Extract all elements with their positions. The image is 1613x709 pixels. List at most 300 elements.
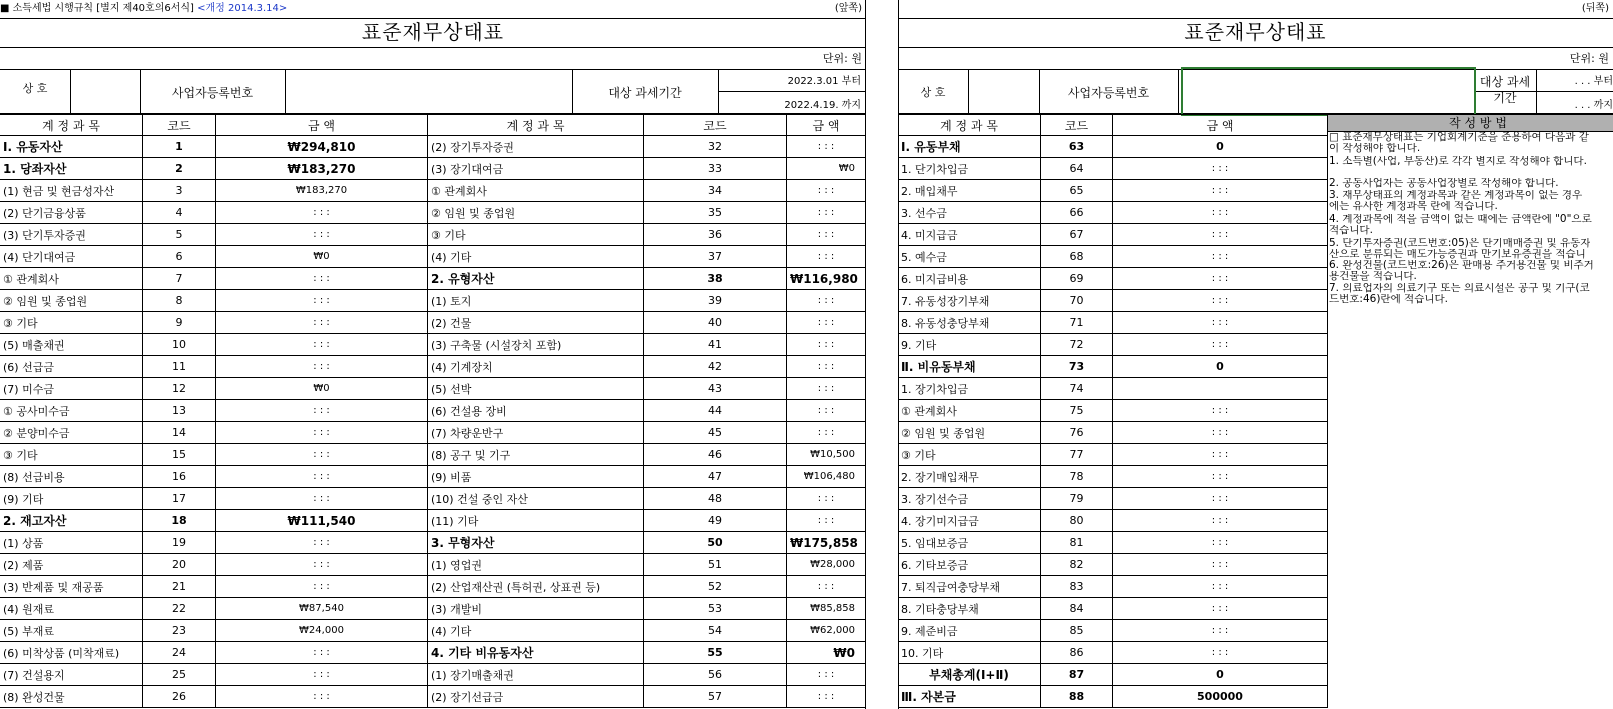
account-name: (8) 완성건물 — [0, 686, 143, 708]
table-row — [0, 488, 866, 510]
table-row — [0, 246, 866, 268]
amount[interactable]: : : : — [1113, 598, 1328, 620]
amount[interactable]: : : : — [1113, 334, 1328, 356]
account-name: (3) 반제품 및 재공품 — [0, 576, 143, 598]
amount[interactable]: : : : — [1113, 202, 1328, 224]
account-name: (1) 영업권 — [428, 554, 644, 576]
account-name: ③ 기타 — [898, 444, 1041, 466]
account-code: 83 — [1041, 576, 1113, 598]
account-code: 76 — [1041, 422, 1113, 444]
account-name: ③ 기타 — [0, 312, 143, 334]
table-row — [898, 510, 1328, 532]
account-name: 4. 장기미지급금 — [898, 510, 1041, 532]
amount[interactable]: : : : — [216, 664, 428, 686]
amount[interactable]: ₩10,500 — [787, 444, 866, 466]
account-code: 79 — [1041, 488, 1113, 510]
amount[interactable]: ₩294,810 — [216, 136, 428, 158]
method-line: 1. 소득별(사업, 부동산)로 각각 별지로 작성해야 합니다. — [1329, 156, 1587, 167]
amount[interactable]: : : : — [216, 334, 428, 356]
amount[interactable]: : : : — [216, 290, 428, 312]
table-row — [898, 642, 1328, 664]
account-code: 64 — [1041, 158, 1113, 180]
account-code: 55 — [644, 642, 787, 664]
account-code: 75 — [1041, 400, 1113, 422]
account-code: 67 — [1041, 224, 1113, 246]
account-name: (6) 미착상품 (미착재료) — [0, 642, 143, 664]
account-code: 41 — [644, 334, 787, 356]
account-name: ② 임원 및 종업원 — [898, 422, 1041, 444]
account-code: 71 — [1041, 312, 1113, 334]
amount[interactable]: : : : — [1113, 158, 1328, 180]
account-code: 57 — [644, 686, 787, 708]
account-name: ② 임원 및 종업원 — [428, 202, 644, 224]
page-title: 표준재무상태표 — [898, 18, 1613, 48]
table-row — [898, 334, 1328, 356]
account-name: 6. 기타보증금 — [898, 554, 1041, 576]
table-row — [898, 356, 1328, 378]
account-code: 81 — [1041, 532, 1113, 554]
account-code: 39 — [644, 290, 787, 312]
account-code: 35 — [644, 202, 787, 224]
amount[interactable]: : : : — [787, 224, 866, 246]
account-code: 85 — [1041, 620, 1113, 642]
amount[interactable]: : : : — [1113, 224, 1328, 246]
table-row — [0, 290, 866, 312]
table-row — [898, 158, 1328, 180]
table-row — [898, 268, 1328, 290]
table-row — [0, 576, 866, 598]
amount[interactable]: 0 — [1113, 664, 1328, 686]
account-code: 2 — [143, 158, 216, 180]
account-name: (8) 선급비용 — [0, 466, 143, 488]
amount[interactable]: : : : — [216, 400, 428, 422]
table-row — [0, 268, 866, 290]
amount[interactable]: : : : — [216, 576, 428, 598]
amount[interactable]: ₩116,980 — [787, 268, 866, 290]
table-row — [0, 466, 866, 488]
account-code: 46 — [644, 444, 787, 466]
account-name: (1) 현금 및 현금성자산 — [0, 180, 143, 202]
account-name: 2. 매입채무 — [898, 180, 1041, 202]
table-row — [898, 686, 1328, 708]
amount[interactable]: : : : — [787, 356, 866, 378]
account-name: 부채총계(Ⅰ+Ⅱ) — [898, 664, 1041, 686]
amount[interactable]: : : : — [1113, 246, 1328, 268]
account-code: 65 — [1041, 180, 1113, 202]
column-header: 금 액 — [1113, 115, 1328, 136]
account-name: (1) 토지 — [428, 290, 644, 312]
amount[interactable]: : : : — [1113, 620, 1328, 642]
column-header: 코드 — [1041, 115, 1113, 136]
account-code: 49 — [644, 510, 787, 532]
account-name: 5. 임대보증금 — [898, 532, 1041, 554]
unit-label: 단위: 원 — [822, 52, 862, 65]
method-line: 7. 의료업자의 의료기구 또는 의료시설은 공구 및 기구(코 — [1329, 283, 1590, 294]
amount[interactable]: : : : — [216, 422, 428, 444]
amount[interactable]: : : : — [787, 312, 866, 334]
account-name: (5) 부재료 — [0, 620, 143, 642]
account-name: ③ 기타 — [0, 444, 143, 466]
account-name: 1. 장기차입금 — [898, 378, 1041, 400]
table-row — [898, 290, 1328, 312]
account-code: 26 — [143, 686, 216, 708]
period-from: . . . 부터 — [1574, 76, 1613, 87]
amount[interactable]: : : : — [216, 642, 428, 664]
table-row — [0, 554, 866, 576]
account-code: 87 — [1041, 664, 1113, 686]
account-code: 11 — [143, 356, 216, 378]
company-name-label: 상 호 — [22, 82, 48, 95]
account-name: (7) 건설용지 — [0, 664, 143, 686]
account-code: 7 — [143, 268, 216, 290]
account-code: 84 — [1041, 598, 1113, 620]
account-code: 33 — [644, 158, 787, 180]
account-code: 24 — [143, 642, 216, 664]
amount[interactable]: : : : — [216, 444, 428, 466]
account-code: 32 — [644, 136, 787, 158]
amount[interactable]: : : : — [1113, 290, 1328, 312]
page-side-label: (뒤쪽) — [1581, 3, 1609, 14]
account-code: 50 — [644, 532, 787, 554]
amount[interactable]: ₩0 — [787, 158, 866, 180]
amount[interactable]: : : : — [787, 378, 866, 400]
table-row — [898, 136, 1328, 158]
amount[interactable]: ₩0 — [787, 642, 866, 664]
account-name: (5) 매출채권 — [0, 334, 143, 356]
period-label: 대상 과세 기간 — [1479, 75, 1531, 105]
amount[interactable]: ₩0 — [216, 378, 428, 400]
account-code: 69 — [1041, 268, 1113, 290]
method-line: 에는 유사한 계정과목 란에 적습니다. — [1329, 201, 1498, 212]
amount[interactable]: : : : — [787, 136, 866, 158]
method-line: 2. 공동사업자는 공동사업장별로 작성해야 합니다. — [1329, 178, 1559, 189]
method-header: 작 성 방 법 — [1327, 114, 1613, 132]
table-row — [0, 224, 866, 246]
method-line: 이 작성해야 합니다. — [1329, 143, 1421, 154]
account-name: (11) 기타 — [428, 510, 644, 532]
amount[interactable]: : : : — [787, 400, 866, 422]
account-name: 7. 유동성장기부채 — [898, 290, 1041, 312]
account-code: 4 — [143, 202, 216, 224]
account-name: (2) 장기선급금 — [428, 686, 644, 708]
account-name: Ⅰ. 유동자산 — [0, 136, 143, 158]
column-header: 계 정 과 목 — [0, 115, 143, 136]
account-name: (8) 공구 및 기구 — [428, 444, 644, 466]
account-code: 1 — [143, 136, 216, 158]
account-name: 9. 기타 — [898, 334, 1041, 356]
account-code: 68 — [1041, 246, 1113, 268]
account-code: 12 — [143, 378, 216, 400]
table-row — [0, 400, 866, 422]
table-row — [898, 576, 1328, 598]
account-code: 19 — [143, 532, 216, 554]
amount[interactable]: : : : — [1113, 180, 1328, 202]
column-header: 코드 — [644, 115, 787, 136]
account-code: 56 — [644, 664, 787, 686]
table-row — [898, 246, 1328, 268]
account-name: 3. 선수금 — [898, 202, 1041, 224]
amount[interactable]: : : : — [1113, 422, 1328, 444]
amount[interactable]: : : : — [1113, 532, 1328, 554]
amount[interactable]: : : : — [787, 246, 866, 268]
unit-label: 단위: 원 — [1569, 52, 1609, 65]
account-name: 2. 장기매입채무 — [898, 466, 1041, 488]
account-code: 78 — [1041, 466, 1113, 488]
account-code: 37 — [644, 246, 787, 268]
account-name: 3. 무형자산 — [428, 532, 644, 554]
amount[interactable]: : : : — [216, 488, 428, 510]
amount[interactable]: : : : — [1113, 312, 1328, 334]
amount[interactable]: : : : — [787, 422, 866, 444]
amount[interactable]: ₩62,000 — [787, 620, 866, 642]
table-row — [898, 378, 1328, 400]
amount[interactable]: : : : — [787, 664, 866, 686]
account-code: 15 — [143, 444, 216, 466]
account-name: (5) 선박 — [428, 378, 644, 400]
account-name: (2) 단기금융상품 — [0, 202, 143, 224]
amount[interactable]: : : : — [216, 554, 428, 576]
amount[interactable]: : : : — [216, 202, 428, 224]
account-code: 86 — [1041, 642, 1113, 664]
amount[interactable]: ₩183,270 — [216, 180, 428, 202]
account-name: (4) 단기대여금 — [0, 246, 143, 268]
account-code: 82 — [1041, 554, 1113, 576]
account-name: ② 분양미수금 — [0, 422, 143, 444]
account-code: 25 — [143, 664, 216, 686]
table-row — [0, 356, 866, 378]
amount[interactable]: : : : — [787, 290, 866, 312]
table-row — [0, 422, 866, 444]
account-code: 3 — [143, 180, 216, 202]
account-name: (6) 선급금 — [0, 356, 143, 378]
account-code: 13 — [143, 400, 216, 422]
table-row — [0, 180, 866, 202]
table-row — [898, 620, 1328, 642]
table-row — [0, 532, 866, 554]
account-name: (4) 원재료 — [0, 598, 143, 620]
account-code: 43 — [644, 378, 787, 400]
account-name: 4. 기타 비유동자산 — [428, 642, 644, 664]
method-line: 적습니다. — [1329, 225, 1373, 236]
bizno-field[interactable] — [287, 72, 570, 110]
account-name: Ⅱ. 비유동부채 — [898, 356, 1041, 378]
table-row — [898, 598, 1328, 620]
method-line: 3. 재무상태표의 계정과목과 같은 계정과목이 없는 경우 — [1329, 190, 1583, 201]
account-name: (3) 장기대여금 — [428, 158, 644, 180]
table-header — [0, 115, 866, 136]
page-title: 표준재무상태표 — [0, 18, 866, 48]
account-name: 3. 장기선수금 — [898, 488, 1041, 510]
table-header — [898, 115, 1328, 136]
account-name: 7. 퇴직급여충당부채 — [898, 576, 1041, 598]
account-code: 22 — [143, 598, 216, 620]
account-name: (7) 차량운반구 — [428, 422, 644, 444]
amount[interactable]: : : : — [216, 532, 428, 554]
account-code: 5 — [143, 224, 216, 246]
amount[interactable]: : : : — [787, 576, 866, 598]
period-from: 2022.3.01 부터 — [787, 76, 861, 87]
amount[interactable]: ₩85,858 — [787, 598, 866, 620]
amount[interactable]: : : : — [787, 334, 866, 356]
table-row — [898, 180, 1328, 202]
form-title-prefix: ■ 소득세법 시행규칙 [별지 제40호의6서식] — [0, 3, 194, 14]
table-row — [898, 312, 1328, 334]
amount[interactable]: ₩24,000 — [216, 620, 428, 642]
account-name: 6. 미지급비용 — [898, 268, 1041, 290]
account-code: 80 — [1041, 510, 1113, 532]
account-name: 2. 유형자산 — [428, 268, 644, 290]
table-row — [0, 158, 866, 180]
account-name: ③ 기타 — [428, 224, 644, 246]
company-name-field[interactable] — [72, 72, 138, 110]
amount[interactable]: ₩111,540 — [216, 510, 428, 532]
method-line: 6. 완성건물(코드번호:26)은 판매용 주거용건물 및 비주거 — [1329, 260, 1594, 271]
account-code: 45 — [644, 422, 787, 444]
account-code: 51 — [644, 554, 787, 576]
table-row — [0, 136, 866, 158]
account-name: (2) 장기투자증권 — [428, 136, 644, 158]
bizno-input-selected[interactable] — [1181, 67, 1476, 116]
account-name: (10) 건설 중인 자산 — [428, 488, 644, 510]
method-line: □ 표준재무상태표는 기업회계기준을 준용하여 다음과 같 — [1329, 132, 1589, 143]
amount[interactable]: : : : — [1113, 554, 1328, 576]
amount[interactable]: : : : — [216, 312, 428, 334]
account-code: 34 — [644, 180, 787, 202]
account-name: 2. 재고자산 — [0, 510, 143, 532]
amount[interactable]: ₩183,270 — [216, 158, 428, 180]
amount[interactable]: : : : — [216, 224, 428, 246]
account-name: 5. 예수금 — [898, 246, 1041, 268]
table-row — [898, 532, 1328, 554]
account-code: 38 — [644, 268, 787, 290]
amount[interactable]: ₩106,480 — [787, 466, 866, 488]
account-name: ① 관계회사 — [0, 268, 143, 290]
account-name: 9. 제준비금 — [898, 620, 1041, 642]
amount[interactable]: : : : — [1113, 400, 1328, 422]
table-row — [898, 664, 1328, 686]
amount[interactable]: : : : — [1113, 510, 1328, 532]
account-code: 17 — [143, 488, 216, 510]
revision-link[interactable]: <개정 2014.3.14> — [197, 3, 288, 14]
column-header: 계 정 과 목 — [898, 115, 1041, 136]
account-code: 36 — [644, 224, 787, 246]
bizno-label: 사업자등록번호 — [171, 86, 254, 100]
table-row — [898, 224, 1328, 246]
account-name: 8. 기타충당부채 — [898, 598, 1041, 620]
amount[interactable]: : : : — [1113, 488, 1328, 510]
account-name: 10. 기타 — [898, 642, 1041, 664]
amount[interactable]: : : : — [787, 202, 866, 224]
account-code: 21 — [143, 576, 216, 598]
account-name: 8. 유동성충당부채 — [898, 312, 1041, 334]
account-code: 66 — [1041, 202, 1113, 224]
amount[interactable]: : : : — [787, 686, 866, 708]
account-name: (3) 단기투자증권 — [0, 224, 143, 246]
amount[interactable]: ₩87,540 — [216, 598, 428, 620]
amount[interactable]: : : : — [1113, 444, 1328, 466]
amount[interactable]: : : : — [216, 686, 428, 708]
back-page — [898, 0, 1613, 709]
table-row — [898, 488, 1328, 510]
account-name: ① 관계회사 — [898, 400, 1041, 422]
form-reference — [0, 0, 866, 19]
asset-table — [0, 114, 866, 708]
table-row — [0, 444, 866, 466]
amount[interactable]: : : : — [1113, 466, 1328, 488]
account-name: (2) 산업재산권 (특허권, 상표권 등) — [428, 576, 644, 598]
period-label: 대상 과세기간 — [608, 86, 682, 100]
account-code: 20 — [143, 554, 216, 576]
amount[interactable]: ₩175,858 — [787, 532, 866, 554]
account-code: 88 — [1041, 686, 1113, 708]
amount[interactable]: : : : — [787, 510, 866, 532]
account-name: (2) 건물 — [428, 312, 644, 334]
table-row — [0, 598, 866, 620]
bizno-label: 사업자등록번호 — [1067, 86, 1150, 100]
amount[interactable]: : : : — [1113, 576, 1328, 598]
amount[interactable]: 0 — [1113, 356, 1328, 378]
table-row — [898, 444, 1328, 466]
method-line: 용건물을 적습니다. — [1329, 271, 1417, 282]
account-code: 18 — [143, 510, 216, 532]
amount[interactable]: : : : — [216, 356, 428, 378]
table-row — [0, 664, 866, 686]
amount[interactable]: : : : — [1113, 642, 1328, 664]
account-code: 74 — [1041, 378, 1113, 400]
account-name: Ⅰ. 유동부채 — [898, 136, 1041, 158]
account-code: 48 — [644, 488, 787, 510]
amount[interactable] — [1113, 378, 1328, 400]
account-name: ① 관계회사 — [428, 180, 644, 202]
table-row — [0, 510, 866, 532]
table-row — [0, 202, 866, 224]
amount[interactable]: : : : — [787, 488, 866, 510]
amount[interactable]: : : : — [1113, 268, 1328, 290]
table-row — [898, 400, 1328, 422]
amount[interactable]: ₩0 — [216, 246, 428, 268]
account-code: 10 — [143, 334, 216, 356]
account-name: 1. 당좌자산 — [0, 158, 143, 180]
account-code: 72 — [1041, 334, 1113, 356]
account-name: (1) 장기매출채권 — [428, 664, 644, 686]
period-to: 2022.4.19. 까지 — [784, 100, 861, 111]
table-row — [0, 312, 866, 334]
table-row — [0, 642, 866, 664]
amount[interactable]: : : : — [216, 268, 428, 290]
account-name: ① 공사미수금 — [0, 400, 143, 422]
amount[interactable]: : : : — [787, 180, 866, 202]
amount[interactable]: : : : — [216, 466, 428, 488]
account-name: (7) 미수금 — [0, 378, 143, 400]
amount[interactable]: 500000 — [1113, 686, 1328, 708]
account-name: (3) 개발비 — [428, 598, 644, 620]
method-line: 4. 계정과목에 적을 금액이 없는 때에는 금액란에 "0"으로 — [1329, 214, 1592, 225]
account-code: 40 — [644, 312, 787, 334]
amount[interactable]: ₩28,000 — [787, 554, 866, 576]
account-name: Ⅲ. 자본금 — [898, 686, 1041, 708]
company-name-field[interactable] — [970, 72, 1036, 110]
period-to: . . . 까지 — [1574, 100, 1613, 111]
page-gap — [866, 0, 898, 709]
account-code: 8 — [143, 290, 216, 312]
account-code: 42 — [644, 356, 787, 378]
account-code: 14 — [143, 422, 216, 444]
account-name: 1. 단기차입금 — [898, 158, 1041, 180]
account-name: (4) 기타 — [428, 246, 644, 268]
table-row — [0, 378, 866, 400]
amount[interactable]: 0 — [1113, 136, 1328, 158]
back-page-topline — [898, 0, 1613, 19]
